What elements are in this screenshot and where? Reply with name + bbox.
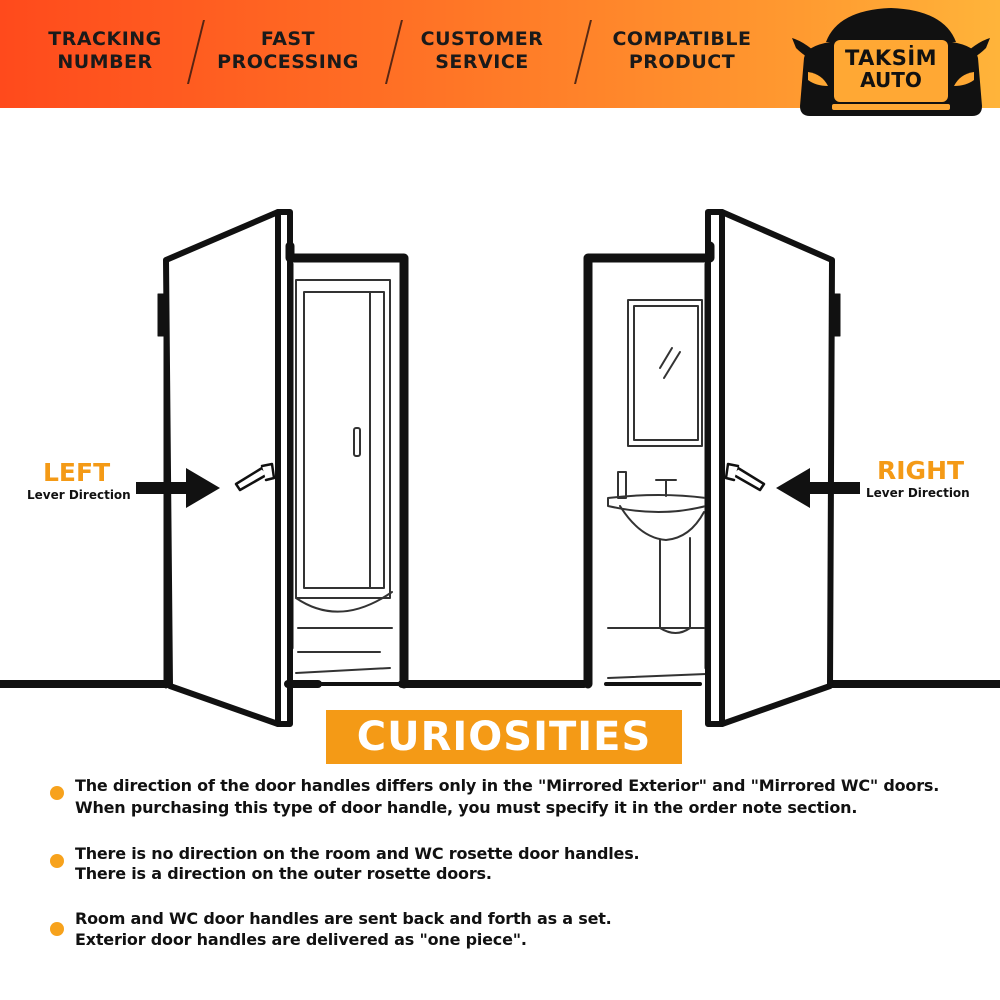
left-direction-title: LEFT xyxy=(43,458,111,487)
feature-fast-processing xyxy=(203,28,373,74)
doors-drawing xyxy=(0,108,1000,748)
note-item xyxy=(50,909,970,959)
curiosities-heading-box xyxy=(326,710,682,764)
feature-line: COMPATIBLE xyxy=(612,28,752,50)
logo-text-auto: AUTO xyxy=(860,68,922,92)
feature-line: PROCESSING xyxy=(217,51,359,73)
note-line: When purchasing this type of door handle, you must specify it in the order note section. xyxy=(75,798,858,817)
feature-line: TRACKING xyxy=(48,28,162,50)
note-item xyxy=(50,844,970,894)
feature-line: FAST xyxy=(260,28,316,50)
feature-customer-service xyxy=(397,28,567,74)
note-line: Room and WC door handles are sent back and forth as a set. xyxy=(75,909,612,928)
curiosities-title: CURIOSITIES xyxy=(356,714,652,760)
feature-line: CUSTOMER xyxy=(420,28,544,50)
right-direction-title: RIGHT xyxy=(877,456,965,485)
note-line: The direction of the door handles differs only in the "Mirrored Exterior" and "Mirrored WC" doors. xyxy=(75,776,940,795)
left-direction-subtitle: Lever Direction xyxy=(27,488,131,502)
note-line: There is no direction on the room and WC rosette door handles. xyxy=(75,844,640,863)
logo-text-taksim: TAKSİM xyxy=(844,46,938,70)
bullet-dot-icon xyxy=(50,786,64,800)
right-direction-subtitle: Lever Direction xyxy=(866,486,970,500)
door-illustration xyxy=(0,108,1000,748)
feature-line: NUMBER xyxy=(57,51,153,73)
bullet-dot-icon xyxy=(50,854,64,868)
feature-line: PRODUCT xyxy=(628,51,736,73)
feature-line: SERVICE xyxy=(435,51,529,73)
header-banner xyxy=(0,0,1000,108)
feature-compatible-product xyxy=(597,28,767,74)
bullet-dot-icon xyxy=(50,922,64,936)
note-item xyxy=(50,776,970,826)
separator xyxy=(574,20,592,84)
feature-tracking-number xyxy=(20,28,190,74)
note-line: Exterior door handles are delivered as "one piece". xyxy=(75,930,527,949)
note-line: There is a direction on the outer rosette doors. xyxy=(75,864,492,883)
